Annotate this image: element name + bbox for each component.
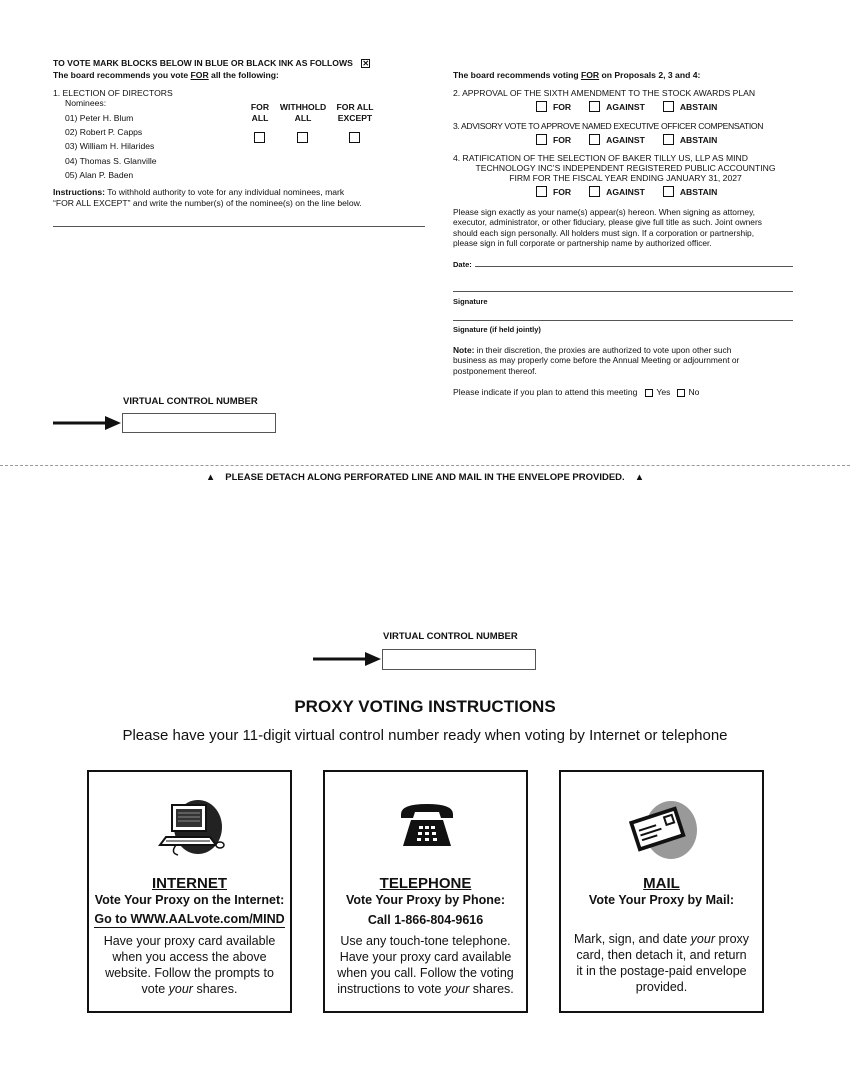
p3-for-checkbox[interactable]	[536, 134, 547, 145]
nominee-item: 05) Alan P. Baden	[65, 170, 134, 180]
signature-label: Signature	[453, 297, 488, 306]
envelope-icon	[627, 796, 699, 860]
signature-joint-label: Signature (if held jointly)	[453, 325, 541, 334]
proposal-3-text: 3. ADVISORY VOTE TO APPROVE NAMED EXECUTIVE OFFICER COMPENSATION	[453, 121, 764, 131]
date-line[interactable]	[475, 266, 793, 267]
nominee-item: 01) Peter H. Blum	[65, 113, 134, 123]
p3-abstain-checkbox[interactable]	[663, 134, 674, 145]
internet-url-link[interactable]: Go to WWW.AALvote.com/MIND	[94, 912, 285, 926]
page-title: PROXY VOTING INSTRUCTIONS	[294, 697, 556, 716]
nominee-item: 04) Thomas S. Glanville	[65, 156, 157, 166]
sample-x-box: ✕	[362, 59, 370, 69]
p4-for-checkbox[interactable]	[536, 186, 547, 197]
p2-against-checkbox[interactable]	[589, 101, 600, 112]
proposal-2-text: 2. APPROVAL OF THE SIXTH AMENDMENT TO THE STOCK AWARDS PLAN	[453, 88, 756, 98]
nominee-exception-line[interactable]	[53, 226, 425, 227]
board-recommendation-right: The board recommends voting FOR on Proposals 2, 3 and 4:	[453, 70, 701, 80]
computer-icon	[156, 797, 228, 859]
withhold-all-checkbox[interactable]	[297, 132, 308, 143]
nominee-item: 03) William H. Hilarides	[65, 141, 155, 151]
nominees-label: Nominees:	[65, 98, 107, 108]
vcn-box-bottom[interactable]	[382, 649, 536, 670]
attend-meeting-row: Please indicate if you plan to attend this meeting Yes No	[453, 387, 700, 397]
telephone-heading: TELEPHONE	[379, 875, 472, 892]
for-all-header: FOR ALL	[250, 102, 270, 123]
arrow-right-icon	[53, 414, 121, 432]
proxy-note: Note: in their discretion, the proxies are authorized to vote upon other such business as may properly come before the Annual Meeting or adjournment or postponement thereof.	[453, 345, 740, 376]
proposal-4-text: 4. RATIFICATION OF THE SELECTION OF BAKER TILLY US, LLP AS MIND TECHNOLOGY INC’S INDEPENDENT REGISTERED PUBLIC ACCOUNTING FIRM FOR THE FISCAL YEAR ENDING JANUARY 31, 2027	[453, 153, 776, 183]
attend-yes-checkbox[interactable]	[645, 389, 653, 397]
mail-panel	[559, 770, 764, 1013]
vcn-label-bottom: VIRTUAL CONTROL NUMBER	[383, 631, 518, 642]
for-all-except-header: FOR ALL EXCEPT	[336, 102, 374, 123]
telephone-icon	[399, 802, 455, 850]
signing-instructions: Please sign exactly as your name(s) appear(s) hereon. When signing as attorney, executor, administrator, or other fiduciary, please give full title as such. Joint owners should each sign personally. All holders must sign. If a corporation or partnership, please sign in full corporate or partnership name by authorized officer.	[453, 207, 762, 248]
p2-for-checkbox[interactable]	[536, 101, 547, 112]
internet-panel	[87, 770, 292, 1013]
mail-heading: MAIL	[643, 875, 680, 892]
withhold-all-header: WITHHOLD ALL	[279, 102, 327, 123]
perforated-line	[0, 465, 850, 466]
election-title: 1. ELECTION OF DIRECTORS	[53, 88, 173, 98]
triangle-up-icon: ▲	[634, 472, 645, 483]
for-all-except-checkbox[interactable]	[349, 132, 360, 143]
mail-body: Mark, sign, and date your proxy card, then detach it, and return it in the postage-paid envelope provided.	[573, 932, 750, 994]
p3-against-checkbox[interactable]	[589, 134, 600, 145]
mail-sub: Vote Your Proxy by Mail:	[588, 893, 735, 907]
internet-sub: Vote Your Proxy on the Internet:	[94, 893, 285, 907]
p4-against-checkbox[interactable]	[589, 186, 600, 197]
mark-instruction: TO VOTE MARK BLOCKS BELOW IN BLUE OR BLACK INK AS FOLLOWS ✕	[53, 58, 370, 69]
arrow-right-icon	[313, 650, 381, 668]
detach-notice: ▲ PLEASE DETACH ALONG PERFORATED LINE AND MAIL IN THE ENVELOPE PROVIDED. ▲	[205, 472, 645, 483]
telephone-panel	[323, 770, 528, 1013]
internet-url-line	[89, 912, 290, 926]
telephone-body: Use any touch-tone telephone. Have your proxy card available when you call. Follow the voting instructions to vote your shares.	[337, 934, 514, 996]
withhold-instructions: Instructions: To withhold authority to vote for any individual nominees, mark “FOR ALL EXCEPT” and write the number(s) of the nominee(s) on the line below.	[53, 187, 362, 208]
internet-body: Have your proxy card available when you access the above website. Follow the prompts to vote your shares.	[103, 934, 276, 996]
telephone-number[interactable]: Call 1-866-804-9616	[367, 913, 484, 927]
vcn-label-top: VIRTUAL CONTROL NUMBER	[123, 396, 258, 407]
p2-abstain-checkbox[interactable]	[663, 101, 674, 112]
nominee-item: 02) Robert P. Capps	[65, 127, 143, 137]
date-label: Date:	[453, 260, 472, 269]
telephone-sub: Vote Your Proxy by Phone:	[345, 893, 506, 907]
p4-abstain-checkbox[interactable]	[663, 186, 674, 197]
proposal-3-options: FOR AGAINST ABSTAIN	[536, 134, 735, 145]
internet-heading: INTERNET	[152, 875, 227, 892]
signature-joint-line[interactable]	[453, 320, 793, 321]
proposal-2-options: FOR AGAINST ABSTAIN	[536, 101, 735, 112]
triangle-up-icon: ▲	[205, 472, 216, 483]
signature-line[interactable]	[453, 291, 793, 292]
attend-no-checkbox[interactable]	[677, 389, 685, 397]
board-recommendation-left: The board recommends you vote FOR all the following:	[53, 70, 279, 80]
for-all-checkbox[interactable]	[254, 132, 265, 143]
proposal-4-options: FOR AGAINST ABSTAIN	[536, 186, 735, 197]
vcn-box-top[interactable]	[122, 413, 276, 433]
page-subtitle: Please have your 11-digit virtual control number ready when voting by Internet or telephone	[122, 727, 728, 744]
